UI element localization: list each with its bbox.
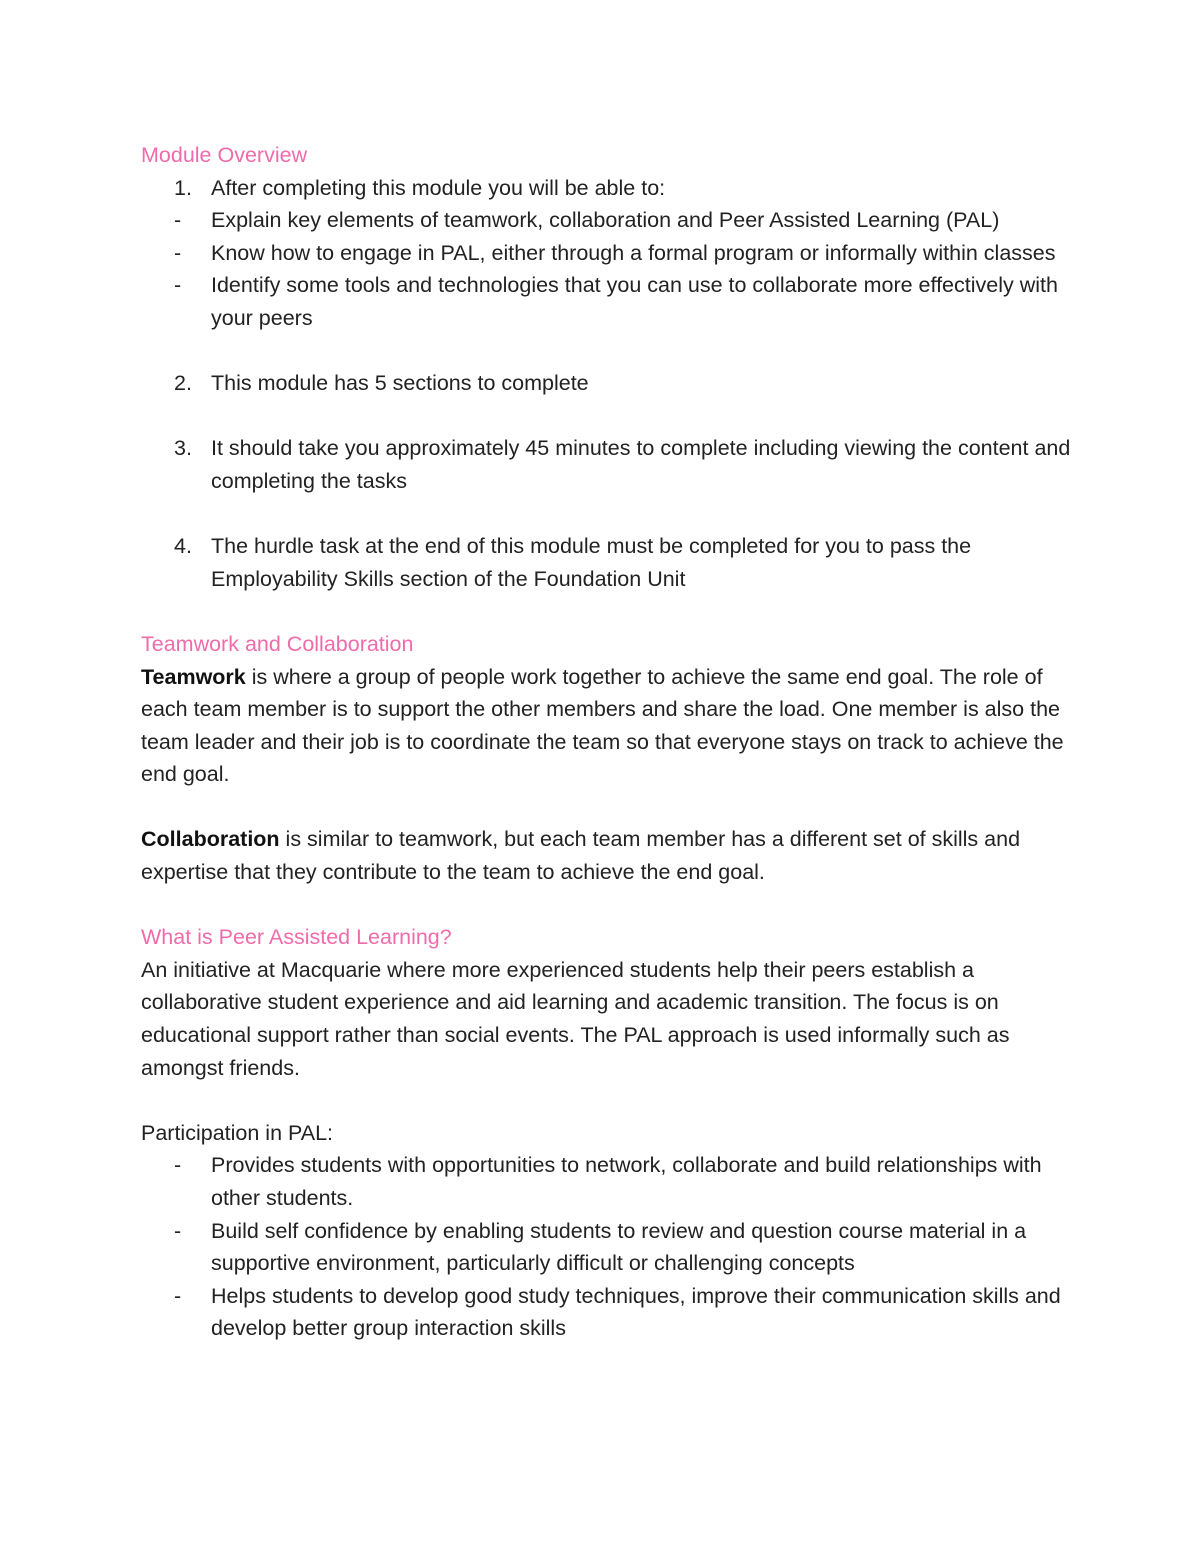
bullet-text: Know how to engage in PAL, either through a formal program or informally within classes — [211, 240, 1056, 265]
bullet-text: Identify some tools and technologies that you can use to collaborate more effectively with your peers — [211, 273, 1058, 330]
teamwork-term: Teamwork — [141, 664, 246, 689]
spacer — [141, 889, 1071, 922]
bullet-text: Explain key elements of teamwork, collaboration and Peer Assisted Learning (PAL) — [211, 208, 1000, 233]
participation-label: Participation in PAL: — [141, 1120, 334, 1145]
bullet-item — [141, 269, 1071, 334]
document-page — [141, 139, 1071, 1345]
spacer — [141, 400, 1071, 433]
dash-bullet: - — [174, 240, 182, 265]
list-number: 4. — [174, 534, 192, 559]
dash-bullet: - — [174, 1283, 182, 1308]
bullet-item — [141, 237, 1071, 270]
bullet-item — [141, 1280, 1071, 1345]
pal-intro-paragraph: An initiative at Macquarie where more experienced students help their peers establish a collaborative student experience and aid learning and academic transition. The focus is on educational support rather than social events. The PAL approach is used informally such as amongst friends. — [141, 957, 1010, 1080]
list-item-text: It should take you approximately 45 minutes to complete including viewing the content and completing the tasks — [211, 436, 1071, 493]
list-item-text: This module has 5 sections to complete — [211, 371, 589, 396]
module-overview-heading: Module Overview — [141, 143, 308, 167]
spacer — [141, 335, 1071, 368]
spacer — [141, 595, 1071, 628]
bullet-text: Helps students to develop good study techniques, improve their communication skills and develop better group interaction skills — [211, 1283, 1061, 1341]
numbered-item-3 — [141, 432, 1071, 497]
numbered-item-1 — [141, 172, 1071, 205]
list-item-text: After completing this module you will be able to: — [211, 175, 666, 200]
bullet-item — [141, 1215, 1071, 1280]
pal-heading: What is Peer Assisted Learning? — [141, 925, 452, 950]
teamwork-definition: is where a group of people work together to achieve the same end goal. The role of each team member is to support the other members and share the load. One member is also the team leader and their job is to coordinate the team so that everyone stays on track to achieve the end goal. — [141, 664, 1064, 787]
bullet-item — [141, 1149, 1071, 1214]
dash-bullet: - — [174, 1218, 182, 1243]
spacer — [141, 1084, 1071, 1117]
list-number: 2. — [174, 371, 192, 396]
bullet-text: Build self confidence by enabling students to review and question course material in a supportive environment, particularly difficult or challenging concepts — [211, 1218, 1027, 1276]
teamwork-paragraph — [141, 661, 1071, 791]
numbered-item-2 — [141, 367, 1071, 400]
bullet-item — [141, 204, 1071, 237]
list-item-text: The hurdle task at the end of this module must be completed for you to pass the Employability Skills section of the Foundation Unit — [211, 534, 972, 591]
dash-bullet: - — [174, 1153, 182, 1178]
dash-bullet: - — [174, 208, 182, 233]
list-number: 1. — [174, 175, 192, 200]
dash-bullet: - — [174, 273, 182, 298]
collaboration-definition: is similar to teamwork, but each team member has a different set of skills and expertise that they contribute to the team to achieve the end goal. — [141, 827, 1021, 885]
teamwork-heading: Teamwork and Collaboration — [141, 631, 414, 656]
spacer — [141, 498, 1071, 531]
spacer — [141, 791, 1071, 824]
list-number: 3. — [174, 436, 192, 461]
bullet-text: Provides students with opportunities to network, collaborate and build relationships with other students. — [211, 1153, 1042, 1210]
collaboration-paragraph — [141, 823, 1071, 888]
numbered-item-4 — [141, 530, 1071, 595]
collaboration-term: Collaboration — [141, 827, 280, 852]
